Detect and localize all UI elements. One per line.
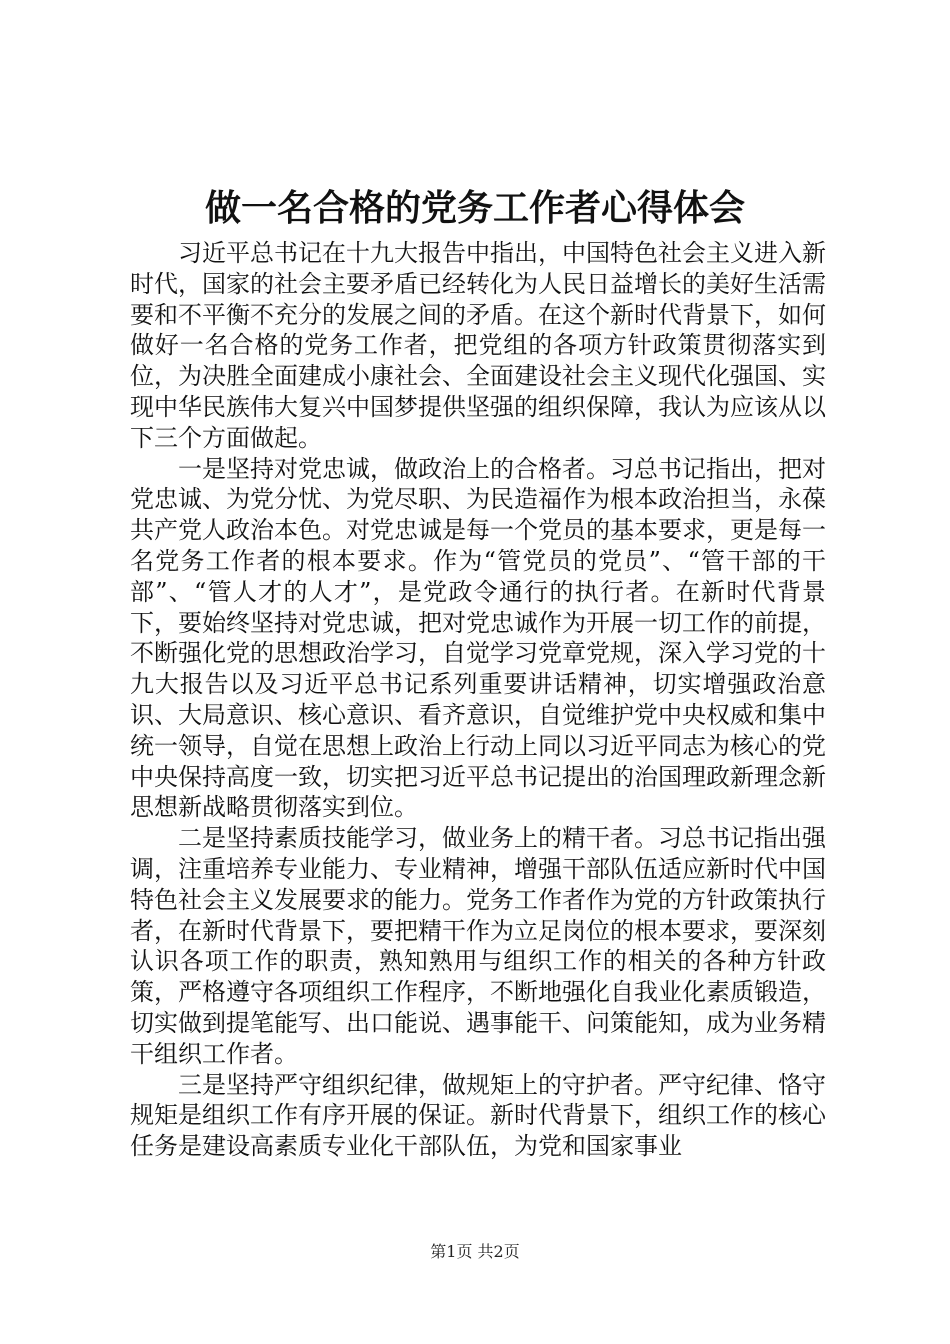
paragraph-loyalty: 一是坚持对党忠诚，做政治上的合格者。习总书记指出，把对党忠诚、为党分忧、为党尽职、为民造福作为根本政治担当，永葆共产党人政治本色。对党忠诚是每一个党员的基本要求，更是每一名党务工作者的根本要求。作为“管党员的党员”、“管干部的干部”、“管人才的人才”，是党政令通行的执行者。在新时代背景下，要始终坚持对党忠诚，把对党忠诚作为开展一切工作的前提，不断强化党的思想政治学习，自觉学习党章党规，深入学习党的十九大报告以及习近平总书记系列重要讲话精神，切实增强政治意识、大局意识、核心意识、看齐意识，自觉维护党中央权威和集中统一领导，自觉在思想上政治上行动上同以习近平同志为核心的党中央保持高度一致，切实把习近平总书记提出的治国理政新理念新思想新战略贯彻落实到位。 [130,454,826,822]
paragraph-skills: 二是坚持素质技能学习，做业务上的精干者。习总书记指出强调，注重培养专业能力、专业精神，增强干部队伍适应新时代中国特色社会主义发展要求的能力。党务工作者作为党的方针政策执行者，在新时代背景下，要把精干作为立足岗位的根本要求，要深刻认识各项工作的职责，熟知熟用与组织工作的相关的各种方针政策，严格遵守各项组织工作程序，不断地强化自我业化素质锻造，切实做到提笔能写、出口能说、遇事能干、问策能知，成为业务精干组织工作者。 [130,824,826,1068]
document-title: 做一名合格的党务工作者心得体会 [204,187,745,229]
page-footer: 第1页 共2页 [430,1242,520,1261]
paragraph-intro: 习近平总书记在十九大报告中指出，中国特色社会主义进入新时代，国家的社会主要矛盾已经转化为人民日益增长的美好生活需要和不平衡不充分的发展之间的矛盾。在这个新时代背景下，如何做好一名合格的党务工作者，把党组的各项方针政策贯彻落实到位，为决胜全面建成小康社会、全面建设社会主义现代化强国、实现中华民族伟大复兴中国梦提供坚强的组织保障，我认为应该从以下三个方面做起。 [130,239,826,452]
paragraph-discipline: 三是坚持严守组织纪律，做规矩上的守护者。严守纪律、恪守规矩是组织工作有序开展的保证。新时代背景下，组织工作的核心任务是建设高素质专业化干部队伍，为党和国家事业 [130,1070,826,1161]
document-body [130,238,826,1162]
